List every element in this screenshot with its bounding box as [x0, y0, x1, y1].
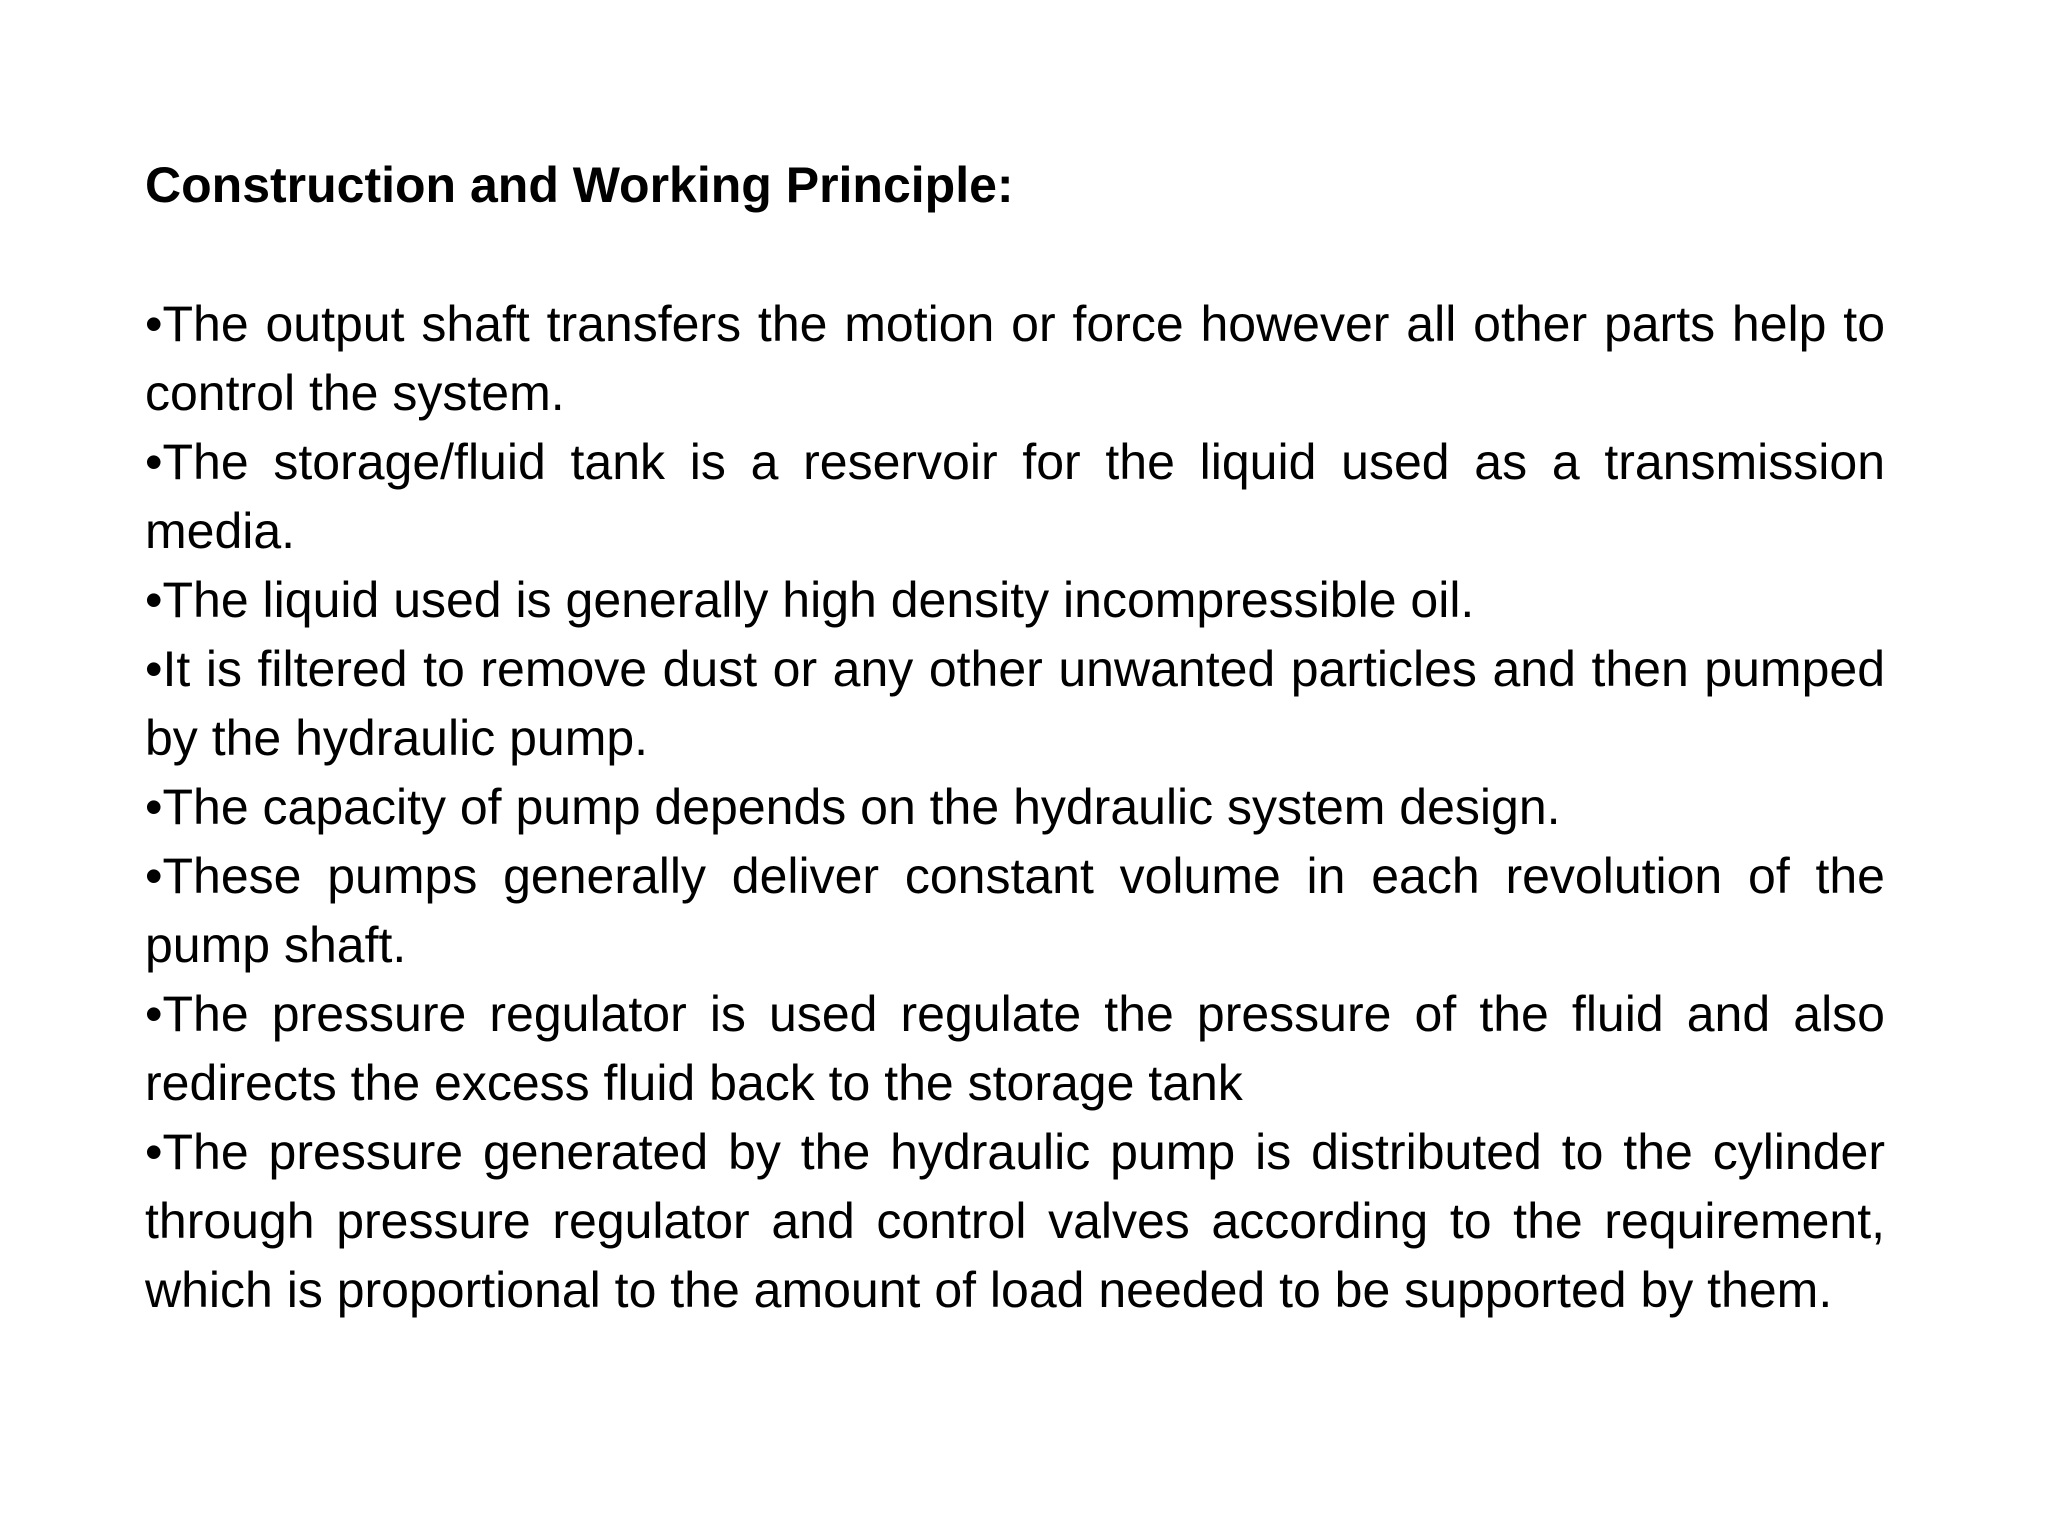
bullet-list: [145, 290, 1885, 1325]
bullet-item: •The pressure regulator is used regulate the pressure of the fluid and also redirects the excess fluid back to the storage tank: [145, 986, 1885, 1111]
bullet-item: •The output shaft transfers the motion or force however all other parts help to control the system.: [145, 296, 1885, 421]
bullet-item: •The liquid used is generally high density incompressible oil.: [145, 572, 1475, 628]
bullet-item: •The storage/fluid tank is a reservoir for the liquid used as a transmission media.: [145, 434, 1885, 559]
bullet-item: •The capacity of pump depends on the hydraulic system design.: [145, 779, 1561, 835]
slide-title: Construction and Working Principle:: [145, 157, 1014, 213]
bullet-item: •The pressure generated by the hydraulic pump is distributed to the cylinder through pressure regulator and control valves according to the requirement, which is proportional to the amount of load needed to be supported by them.: [145, 1124, 1885, 1318]
bullet-item: •It is filtered to remove dust or any other unwanted particles and then pumped by the hydraulic pump.: [145, 641, 1885, 766]
bullet-item: •These pumps generally deliver constant volume in each revolution of the pump shaft.: [145, 848, 1885, 973]
